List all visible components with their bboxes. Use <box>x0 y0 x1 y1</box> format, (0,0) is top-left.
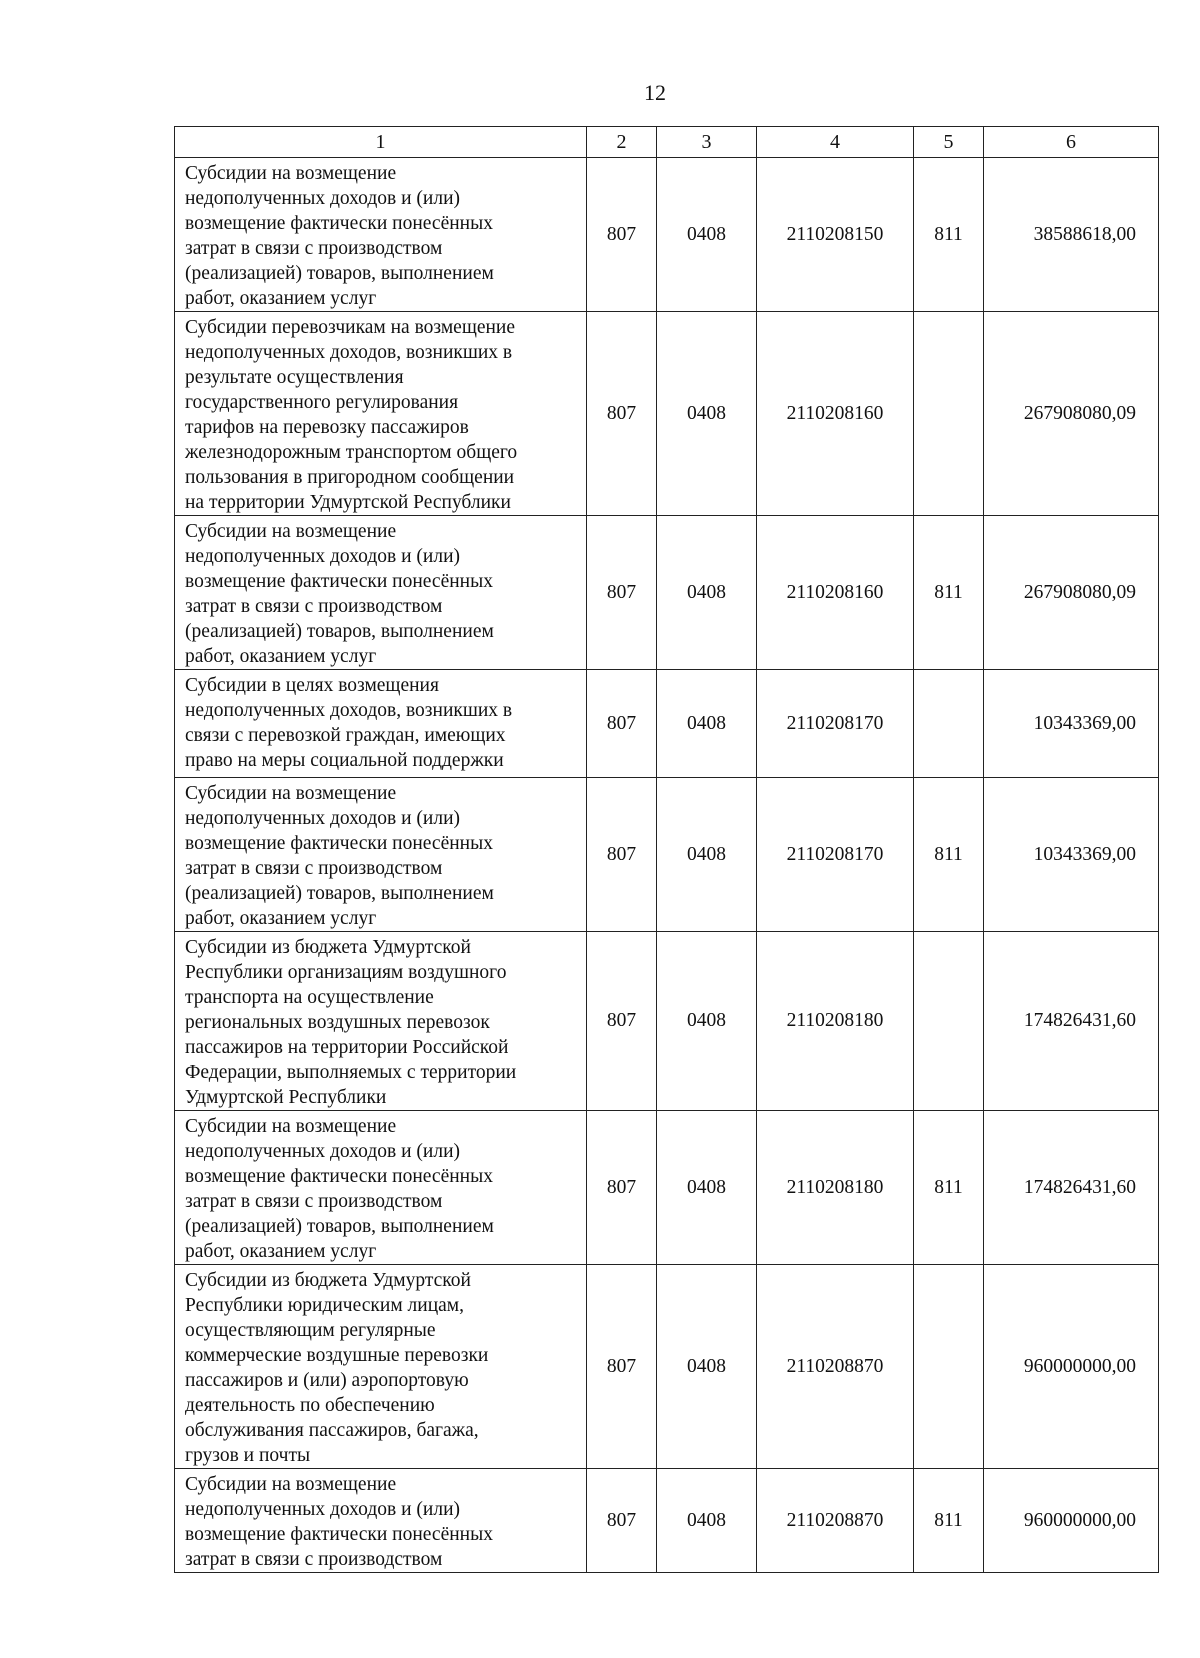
column-2-cell: 807 <box>587 670 657 778</box>
column-4-cell: 2110208160 <box>757 516 914 670</box>
column-3-cell: 0408 <box>657 932 757 1111</box>
column-4-cell: 2110208150 <box>757 158 914 312</box>
description-cell: Субсидии на возмещение недополученных доходов и (или) возмещение фактически понесённых затрат в связи с производством (реализацией) товаров, выполнением работ, оказанием услуг <box>175 778 587 932</box>
amount-cell: 267908080,09 <box>984 312 1159 516</box>
description-cell: Субсидии на возмещение недополученных доходов и (или) возмещение фактически понесённых затрат в связи с производством (реализацией) товаров, выполнением работ, оказанием услуг <box>175 158 587 312</box>
column-2-cell: 807 <box>587 1111 657 1265</box>
column-3-cell: 0408 <box>657 1111 757 1265</box>
table-row <box>175 932 1159 1111</box>
column-3-cell: 0408 <box>657 158 757 312</box>
amount-cell: 174826431,60 <box>984 932 1159 1111</box>
table-row <box>175 1111 1159 1265</box>
column-3-cell: 0408 <box>657 1469 757 1573</box>
column-5-cell <box>914 312 984 516</box>
column-3-cell: 0408 <box>657 778 757 932</box>
table-row <box>175 670 1159 778</box>
description-cell: Субсидии на возмещение недополученных доходов и (или) возмещение фактически понесённых затрат в связи с производством <box>175 1469 587 1573</box>
column-3-cell: 0408 <box>657 312 757 516</box>
column-5-cell: 811 <box>914 1111 984 1265</box>
amount-cell: 267908080,09 <box>984 516 1159 670</box>
header-cell-6: 6 <box>984 127 1159 158</box>
description-cell: Субсидии перевозчикам на возмещение недополученных доходов, возникших в результате осуществления государственного регулирования тарифов на перевозку пассажиров железнодорожным транспортом общего пользования в пригородном сообщении на территории Удмуртской Республики <box>175 312 587 516</box>
description-cell: Субсидии на возмещение недополученных доходов и (или) возмещение фактически понесённых затрат в связи с производством (реализацией) товаров, выполнением работ, оказанием услуг <box>175 516 587 670</box>
column-3-cell: 0408 <box>657 670 757 778</box>
header-cell-4: 4 <box>757 127 914 158</box>
column-4-cell: 2110208180 <box>757 1111 914 1265</box>
table-row <box>175 1265 1159 1469</box>
column-5-cell: 811 <box>914 158 984 312</box>
header-cell-1: 1 <box>175 127 587 158</box>
column-5-cell <box>914 1265 984 1469</box>
column-3-cell: 0408 <box>657 516 757 670</box>
description-cell: Субсидии из бюджета Удмуртской Республики организациям воздушного транспорта на осуществление региональных воздушных перевозок пассажиров на территории Российской Федерации, выполняемых с территории Удмуртской Республики <box>175 932 587 1111</box>
column-2-cell: 807 <box>587 312 657 516</box>
column-2-cell: 807 <box>587 932 657 1111</box>
table-row <box>175 516 1159 670</box>
column-4-cell: 2110208180 <box>757 932 914 1111</box>
budget-table <box>174 126 1159 1573</box>
column-5-cell: 811 <box>914 516 984 670</box>
column-4-cell: 2110208870 <box>757 1469 914 1573</box>
column-5-cell <box>914 932 984 1111</box>
column-2-cell: 807 <box>587 516 657 670</box>
column-4-cell: 2110208170 <box>757 778 914 932</box>
column-4-cell: 2110208170 <box>757 670 914 778</box>
column-2-cell: 807 <box>587 778 657 932</box>
table-row <box>175 1469 1159 1573</box>
column-5-cell: 811 <box>914 778 984 932</box>
column-4-cell: 2110208160 <box>757 312 914 516</box>
description-cell: Субсидии на возмещение недополученных доходов и (или) возмещение фактически понесённых затрат в связи с производством (реализацией) товаров, выполнением работ, оказанием услуг <box>175 1111 587 1265</box>
page-number: 12 <box>644 80 666 105</box>
header-cell-2: 2 <box>587 127 657 158</box>
table-row <box>175 158 1159 312</box>
amount-cell: 174826431,60 <box>984 1111 1159 1265</box>
column-2-cell: 807 <box>587 1265 657 1469</box>
amount-cell: 960000000,00 <box>984 1469 1159 1573</box>
column-2-cell: 807 <box>587 158 657 312</box>
column-4-cell: 2110208870 <box>757 1265 914 1469</box>
table-row <box>175 778 1159 932</box>
table-row <box>175 312 1159 516</box>
description-cell: Субсидии из бюджета Удмуртской Республики юридическим лицам, осуществляющим регулярные коммерческие воздушные перевозки пассажиров и (или) аэропортовую деятельность по обеспечению обслуживания пассажиров, багажа, грузов и почты <box>175 1265 587 1469</box>
amount-cell: 10343369,00 <box>984 778 1159 932</box>
header-row <box>175 127 1159 158</box>
header-cell-3: 3 <box>657 127 757 158</box>
header-cell-5: 5 <box>914 127 984 158</box>
amount-cell: 10343369,00 <box>984 670 1159 778</box>
amount-cell: 960000000,00 <box>984 1265 1159 1469</box>
column-2-cell: 807 <box>587 1469 657 1573</box>
column-3-cell: 0408 <box>657 1265 757 1469</box>
description-cell: Субсидии в целях возмещения недополученных доходов, возникших в связи с перевозкой граждан, имеющих право на меры социальной поддержки <box>175 670 587 778</box>
column-5-cell <box>914 670 984 778</box>
amount-cell: 38588618,00 <box>984 158 1159 312</box>
column-5-cell: 811 <box>914 1469 984 1573</box>
